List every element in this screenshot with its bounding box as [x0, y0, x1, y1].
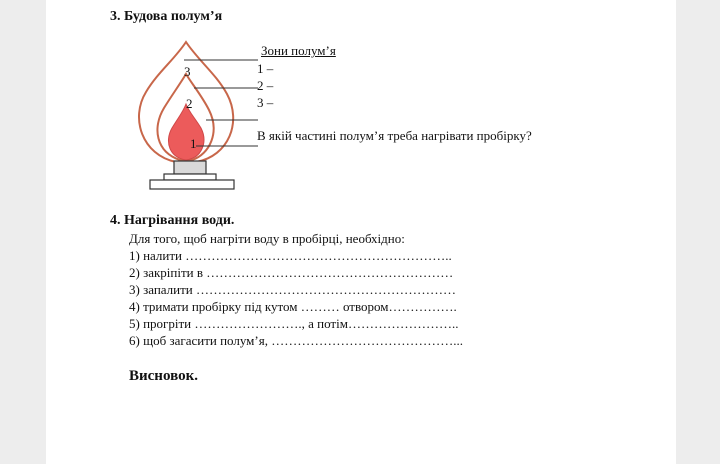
burner-base-top: [164, 174, 216, 180]
step-4: 4) тримати пробірку під кутом ……… отвором…………….: [129, 299, 457, 314]
flame-core-zone: [168, 104, 203, 160]
zone-line-3: 3 –: [257, 95, 274, 110]
zone-line-2: 2 –: [257, 78, 274, 93]
section-4-intro: Для того, щоб нагріти воду в пробірці, необхідно:: [129, 231, 405, 246]
heating-question: В якій частині полум’я треба нагрівати пробірку?: [257, 128, 532, 143]
zone-line-1: 1 –: [257, 61, 274, 76]
step-3: 3) запалити ……………………………………………………: [129, 282, 456, 297]
burner-nozzle: [174, 161, 206, 174]
zone-marker-1: 1: [190, 136, 197, 151]
zone-marker-2: 2: [186, 96, 193, 111]
section-3-heading: 3. Будова полум’я: [110, 9, 223, 24]
burner-base: [150, 180, 234, 189]
zones-title: Зони полум’я: [261, 43, 336, 58]
step-2: 2) закріпіти в …………………………………………………: [129, 265, 454, 280]
step-1: 1) налити ……………………………………………………..: [129, 248, 452, 263]
conclusion-label: Висновок.: [129, 368, 198, 384]
step-6: 6) щоб загасити полум’я, ……………………………………...: [129, 333, 463, 348]
worksheet-page: [46, 0, 676, 464]
section-4-heading: 4. Нагрівання води.: [110, 213, 235, 228]
zone-marker-3: 3: [184, 64, 191, 79]
step-5: 5) прогріти ……………………., а потім……………………..: [129, 316, 459, 331]
